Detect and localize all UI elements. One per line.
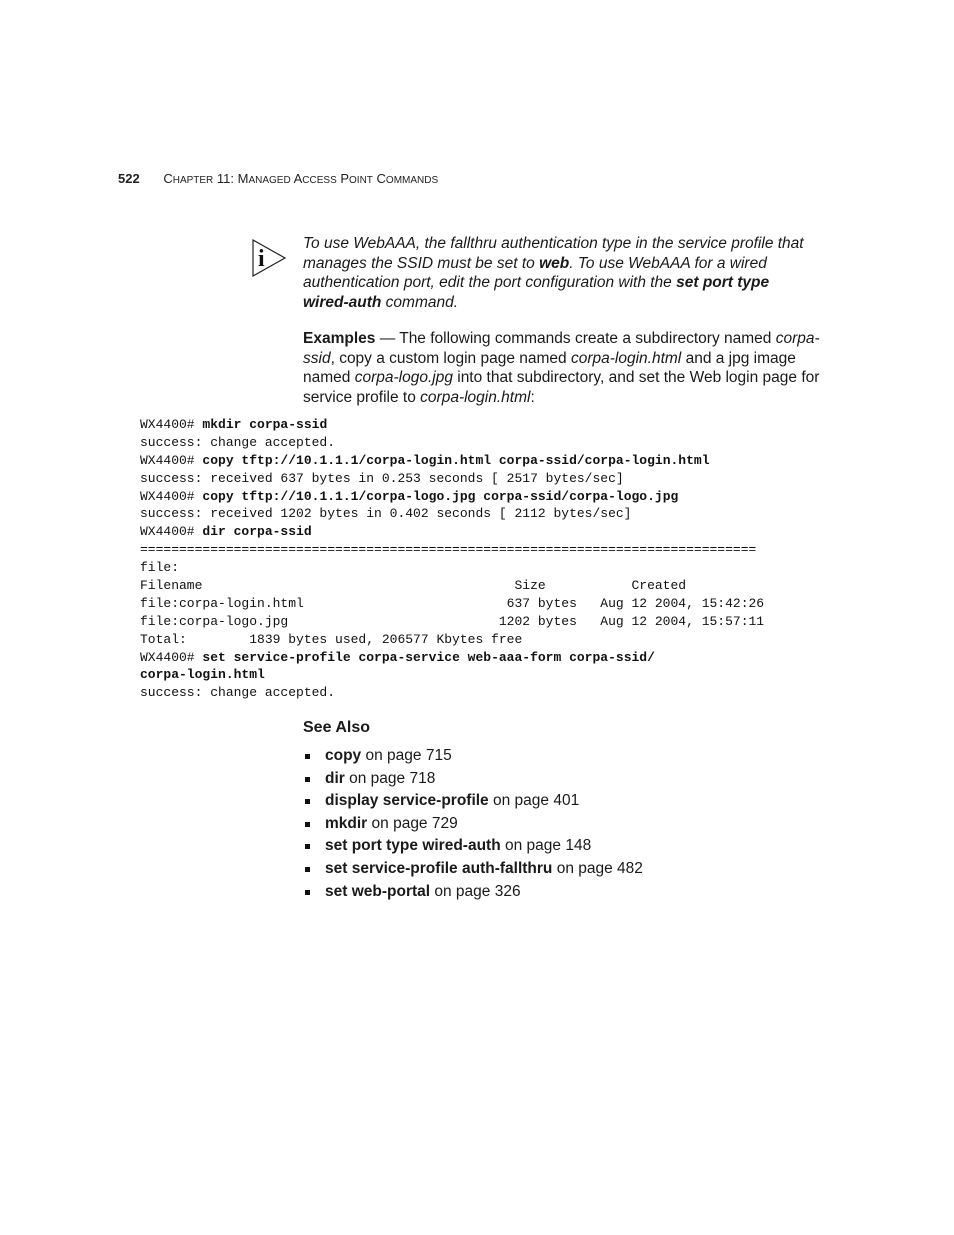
code-line: [140, 470, 764, 488]
see-also-page-ref: on page 401: [488, 792, 580, 810]
running-header: [118, 171, 438, 186]
see-also-page-ref: on page 482: [552, 859, 643, 877]
cli-command: copy tftp://10.1.1.1/corpa-login.html corpa-ssid/corpa-login.html: [202, 452, 710, 468]
code-line: [140, 452, 764, 470]
cli-output: success: received 1202 bytes in 0.402 seconds [ 2112 bytes/sec]: [140, 506, 632, 522]
cli-output: success: received 637 bytes in 0.253 seconds [ 2517 bytes/sec]: [140, 470, 624, 486]
code-example: [140, 416, 764, 702]
bullet-icon: [305, 844, 310, 849]
code-line: [140, 631, 764, 649]
see-also-item[interactable]: [303, 745, 643, 768]
code-line: [140, 523, 764, 541]
see-also-command[interactable]: set service-profile auth-fallthru: [325, 859, 553, 877]
see-also-page-ref: on page 148: [500, 837, 592, 855]
cli-command: copy tftp://10.1.1.1/corpa-logo.jpg corpa-ssid/corpa-logo.jpg: [202, 488, 679, 504]
bullet-icon: [305, 777, 310, 782]
bullet-icon: [305, 799, 310, 804]
examples-label: Examples: [303, 330, 376, 347]
see-also-command[interactable]: copy: [325, 747, 362, 764]
cli-output: Total: 1839 bytes used, 206577 Kbytes free: [140, 631, 523, 647]
code-line: [140, 541, 764, 559]
see-also-item[interactable]: [303, 768, 643, 791]
see-also-command[interactable]: set web-portal: [325, 882, 431, 900]
examples-paragraph: Examples — The following commands create a subdirectory named corpa-ssid, copy a custom login page named corpa-login.html and a jpg image named corpa-logo.jpg into that subdirectory, and set the Web login page for service profile to corpa-login.html:: [303, 330, 820, 406]
code-line: [140, 488, 764, 506]
cli-command: set service-profile corpa-service web-aaa-form corpa-ssid/: [202, 649, 655, 665]
see-also-page-ref: on page 326: [430, 882, 521, 900]
cli-prompt: WX4400#: [140, 452, 203, 468]
code-line: [140, 666, 764, 684]
code-line: [140, 559, 764, 577]
cli-output: file:: [140, 560, 180, 576]
page-number: 522: [118, 171, 140, 186]
info-icon: [250, 238, 288, 278]
code-line: [140, 613, 764, 631]
cli-command: mkdir corpa-ssid: [202, 417, 328, 432]
see-also-item[interactable]: [303, 881, 643, 904]
code-line: [140, 649, 764, 667]
cli-output: success: change accepted.: [140, 434, 336, 450]
see-also-command[interactable]: set port type wired-auth: [325, 837, 501, 855]
cli-output: ===============================================================================: [140, 542, 757, 558]
code-line: [140, 416, 764, 434]
cli-prompt: WX4400#: [140, 649, 203, 665]
bullet-icon: [305, 822, 310, 827]
code-line: [140, 595, 764, 613]
see-also-heading: See Also: [303, 719, 370, 736]
cli-prompt: WX4400#: [140, 524, 203, 540]
cli-command: corpa-login.html: [140, 667, 265, 683]
code-line: [140, 577, 764, 595]
see-also-command[interactable]: mkdir: [325, 814, 368, 832]
bullet-icon: [305, 867, 310, 872]
note-paragraph: To use WebAAA, the fallthru authentication type in the service profile that manages the SSID must be set to web. To use WebAAA for a wired authentication port, edit the port configuration with the set port type wired-auth command.: [303, 235, 804, 311]
see-also-command[interactable]: display service-profile: [325, 792, 489, 810]
cli-prompt: WX4400#: [140, 488, 203, 504]
code-line: [140, 434, 764, 452]
see-also-item[interactable]: [303, 813, 643, 836]
cli-output: Filename Size Created: [140, 578, 687, 594]
svg-text:i: i: [258, 246, 265, 272]
bullet-icon: [305, 890, 310, 895]
cli-output: file:corpa-logo.jpg 1202 bytes Aug 12 2004, 15:57:11: [140, 613, 765, 629]
chapter-title: CHAPTER 11: MANAGED ACCESS POINT COMMANDS: [163, 171, 439, 186]
code-line: [140, 684, 764, 702]
see-also-item[interactable]: [303, 835, 643, 858]
see-also-page-ref: on page 715: [361, 747, 452, 764]
cli-output: success: change accepted.: [140, 685, 336, 701]
see-also-item[interactable]: [303, 858, 643, 881]
cli-output: file:corpa-login.html 637 bytes Aug 12 2004, 15:42:26: [140, 595, 765, 611]
see-also-list: [303, 745, 643, 903]
see-also-page-ref: on page 718: [344, 769, 436, 787]
cli-prompt: WX4400#: [140, 417, 203, 432]
see-also-page-ref: on page 729: [367, 814, 458, 832]
code-line: [140, 505, 764, 523]
see-also-item[interactable]: [303, 790, 643, 813]
see-also-command[interactable]: dir: [325, 769, 345, 787]
bullet-icon: [305, 754, 310, 759]
cli-command: dir corpa-ssid: [202, 524, 312, 540]
